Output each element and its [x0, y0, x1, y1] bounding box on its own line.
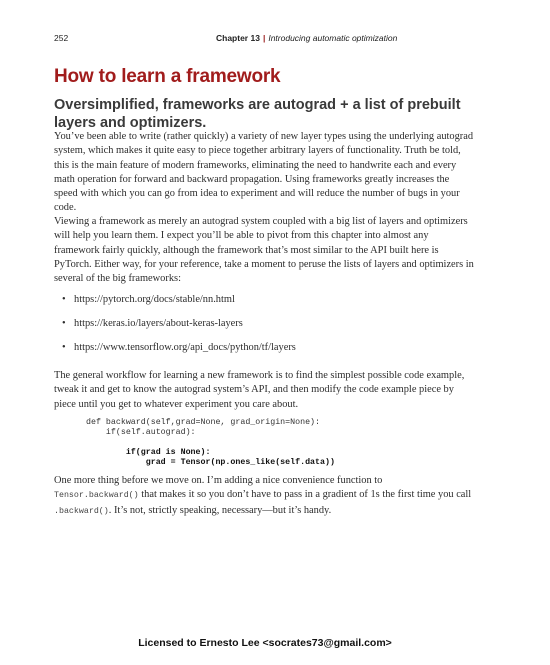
code-line: def backward(self,grad=None, grad_origin=None):	[86, 418, 321, 427]
paragraph-text: One more thing before we move on. I’m adding a nice convenience function to	[54, 475, 383, 486]
paragraph-convenience	[54, 474, 474, 519]
list-item	[62, 317, 296, 341]
inline-code: .backward()	[54, 506, 109, 516]
paragraph-intro: You’ve been able to write (rather quickly) a variety of new layer types using the underlying autograd system, which makes it quite easy to piece together arbitrary layers of functionality. Truth be told, this is the main feature of modern frameworks, eliminating the need to handwrite each and every math operation for forward and backward propagation. Using frameworks greatly increases the speed with which you can go from idea to experiment and will reduce the number of bugs in your code.	[54, 131, 474, 214]
code-line: grad = Tensor(np.ones_like(self.data))	[86, 458, 335, 467]
tensorflow-link[interactable]: https://www.tensorflow.org/api_docs/python/tf/layers	[74, 342, 296, 353]
keras-link[interactable]: https://keras.io/layers/about-keras-layers	[74, 318, 243, 329]
section-subtitle: Oversimplified, frameworks are autograd + a list of prebuilt layers and optimizers.	[54, 97, 461, 131]
chapter-label: Chapter 13	[216, 33, 260, 43]
bullet-icon: •	[62, 294, 66, 305]
bullet-icon: •	[62, 342, 66, 353]
paragraph-frameworks: Viewing a framework as merely an autograd system coupled with a big list of layers and optimizers will help you learn them. I expect you’ll be able to pivot from this chapter into almost any framework fairly quickly, although the framework that’s most similar to the API built here is PyTorch. Either way, for your reference, take a moment to peruse the lists of layers and optimizers in several of the big frameworks:	[54, 216, 474, 285]
license-footer: Licensed to Ernesto Lee <socrates73@gmail.com>	[138, 637, 392, 649]
inline-code: Tensor.backward()	[54, 491, 139, 501]
running-header	[54, 33, 494, 47]
bullet-icon: •	[62, 318, 66, 329]
paragraph-text: . It’s not, strictly speaking, necessary—but it’s handy.	[108, 504, 332, 516]
chapter-heading: Chapter 13 | Introducing automatic optimization	[216, 33, 398, 43]
code-line: if(grad is None):	[86, 448, 211, 457]
paragraph-text: that makes it so you don’t have to pass in a gradient of 1s the first time you call	[138, 489, 472, 501]
list-item	[62, 341, 296, 365]
page-number: 252	[54, 33, 69, 43]
list-item	[62, 293, 296, 317]
code-listing	[86, 418, 335, 468]
code-line: if(self.autograd):	[86, 428, 196, 437]
pytorch-link[interactable]: https://pytorch.org/docs/stable/nn.html	[74, 294, 235, 305]
chapter-title: Introducing automatic optimization	[268, 33, 398, 43]
section-title: How to learn a framework	[54, 66, 281, 87]
paragraph-workflow: The general workflow for learning a new framework is to find the simplest possible code example, tweak it and get to know the autograd system’s API, and then modify the code example piece by piece until you get to whatever experiment you care about.	[54, 370, 465, 410]
framework-link-list	[62, 293, 296, 365]
